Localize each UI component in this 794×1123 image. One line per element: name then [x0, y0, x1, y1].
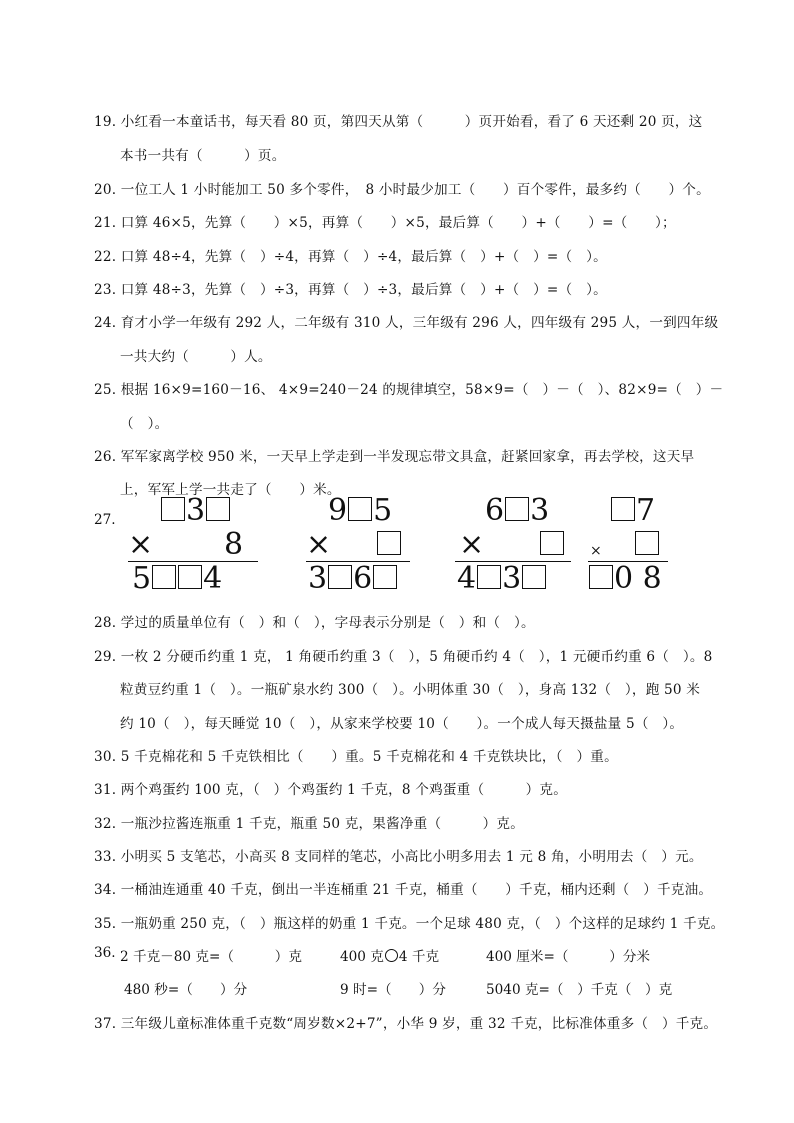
multiplication-problem-2	[306, 493, 410, 596]
question-34: 34. 一桶油连通重 40 千克，倒出一半连桶重 21 千克，桶重（ ）千克，桶内还剩（ ）千克油。	[94, 882, 713, 898]
question-24-line2: 一共大约（ ）人。	[120, 349, 272, 365]
multiplication-problem-3	[455, 493, 571, 596]
blank-box[interactable]	[635, 531, 659, 555]
question-33: 33. 小明买 5 支笔芯，小高买 8 支同样的笔芯，小高比小明多用去 1 元 8 角，小明用去（ ）元。	[94, 849, 703, 865]
question-27-label: 27.	[94, 512, 116, 528]
blank-box[interactable]	[152, 565, 176, 589]
blank-box[interactable]	[589, 565, 613, 589]
blank-box[interactable]	[477, 565, 501, 589]
question-25-line2: （ ）。	[120, 416, 169, 432]
question-22: 22. 口算 48÷4，先算（ ）÷4，再算（ ）÷4，最后算（ ）+（ ）=（ ）。	[94, 249, 607, 265]
question-26-line1: 26. 军军家离学校 950 米，一天早上学走到一半发现忘带文具盒，赶紧回家拿，再去学校，这天早	[94, 449, 695, 465]
blank-box[interactable]	[348, 497, 372, 521]
compare-g-kg: 400 克 4 千克	[340, 949, 440, 965]
question-29-line2: 粒黄豆约重 1（ ）。一瓶矿泉水约 300（ ）。小明体重 30（ ），身高 132（ ），跑 50 米	[120, 682, 701, 698]
question-32: 32. 一瓶沙拉酱连瓶重 1 千克，瓶重 50 克，果酱净重（ ）克。	[94, 816, 525, 832]
multiplication-problem-4	[588, 493, 668, 596]
question-25-line1: 25. 根据 16×9=160－16、 4×9=240－24 的规律填空，58×9=（ ）－（ ）、82×9=（ ）－	[94, 382, 724, 398]
question-24-line1: 24. 育才小学一年级有 292 人，二年级有 310 人，三年级有 296 人，四年级有 295 人，一到四年级	[94, 315, 719, 331]
conversion-cm-dm: 400 厘米=（ ）分米	[486, 949, 651, 965]
question-35: 35. 一瓶奶重 250 克，（ ）瓶这样的奶重 1 千克。一个足球 480 克，（ ）个这样的足球约 1 千克。	[94, 916, 725, 932]
compare-circle[interactable]	[385, 949, 398, 962]
conversion-kg-g: 2 千克－80 克=（ ）克	[120, 949, 302, 965]
multiplicand: 3	[160, 496, 231, 526]
multiplier	[634, 530, 660, 560]
multiplier-row: ×	[128, 527, 154, 562]
multiplicand: 6 3	[485, 493, 550, 528]
question-19-line2: 本书一共有（ ）页。	[120, 148, 286, 164]
blank-box[interactable]	[611, 497, 635, 521]
multiplier-row: ×	[306, 527, 332, 562]
question-20: 20. 一位工人 1 小时能加工 50 多个零件， 8 小时最少加工（ ）百个零件，最多约（ ）个。	[94, 182, 710, 198]
blank-box[interactable]	[505, 497, 529, 521]
question-36-number: 36.	[94, 945, 116, 961]
question-28: 28. 学过的质量单位有（ ）和（ ），字母表示分别是（ ）和（ ）。	[94, 615, 535, 631]
multiplicand: 7	[610, 496, 655, 526]
product: 3 6	[308, 564, 398, 594]
question-31: 31. 两个鸡蛋约 100 克，（ ）个鸡蛋约 1 千克，8 个鸡蛋重（ ）克。	[94, 782, 568, 798]
blank-box[interactable]	[540, 531, 564, 555]
product: 5 4	[132, 561, 223, 596]
conversion-sec-min: 480 秒=（ ）分	[124, 982, 248, 998]
multiplier	[376, 530, 402, 560]
question-29-line3: 约 10（ ），每天睡觉 10（ ），从家来学校要 10（ ）。一个成人每天摄盐量 5（ ）。	[120, 716, 684, 732]
multiplier	[539, 530, 565, 560]
question-26-line2: 上，军军上学一共走了（ ）米。	[120, 482, 341, 498]
blank-box[interactable]	[522, 565, 546, 589]
conversion-g-kg-g: 5040 克=（ ）千克（ ）克	[486, 982, 673, 998]
question-37: 37. 三年级儿童标准体重千克数“周岁数×2+7”，小华 9 岁，重 32 千克，比标准体重多（ ）千克。	[94, 1016, 718, 1032]
product: 4 3	[457, 564, 547, 594]
multiplier: 8	[224, 527, 244, 562]
blank-box[interactable]	[377, 531, 401, 555]
question-19-line1: 19. 小红看一本童话书，每天看 80 页，第四天从第（ ）页开始看，看了 6 天还剩 20 页，这	[94, 114, 703, 130]
multiplication-problem-1	[128, 493, 258, 596]
blank-box[interactable]	[161, 497, 185, 521]
product: 0 8	[588, 564, 662, 594]
question-30: 30. 5 千克棉花和 5 千克铁相比（ ）重。5 千克棉花和 4 千克铁块比，（ ）重。	[94, 749, 618, 765]
multiplicand: 9 5	[328, 493, 393, 528]
question-23: 23. 口算 48÷3，先算（ ）÷3，再算（ ）÷3，最后算（ ）+（ ）=（ ）。	[94, 282, 607, 298]
multiplier-row: ×	[459, 527, 485, 562]
conversion-hour-min: 9 时=（ ）分	[340, 982, 446, 998]
blank-box[interactable]	[178, 565, 202, 589]
question-21: 21. 口算 46×5，先算（ ）×5，再算（ ）×5，最后算（ ）+（ ）=（ ）；	[94, 215, 676, 231]
blank-box[interactable]	[206, 497, 230, 521]
blank-box[interactable]	[373, 565, 397, 589]
multiplier-row: ×	[590, 543, 602, 559]
blank-box[interactable]	[328, 565, 352, 589]
question-29-line1: 29. 一枚 2 分硬币约重 1 克， 1 角硬币约重 3（ ），5 角硬币约 4（ ），1 元硬币约重 6（ ）。8	[94, 649, 713, 665]
